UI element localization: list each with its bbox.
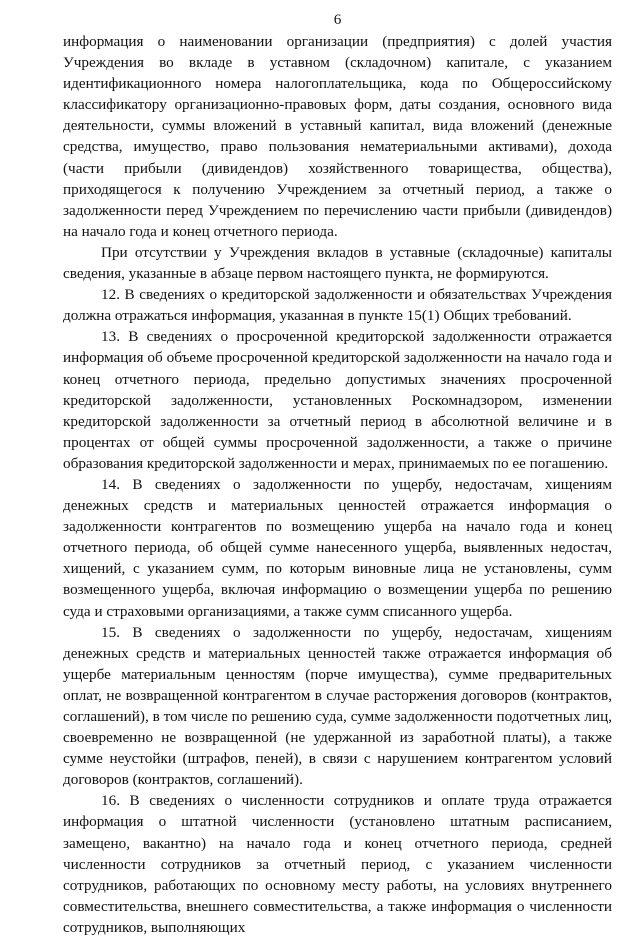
paragraph-15-damage-debt-extra: 15. В сведениях о задолженности по ущербу, недостачам, хищениям денежных средств и материальных ценностей также отражается информация об ущербе материальным ценностям (порче имущества), сумме предварительных оплат, не возвращенной контрагентом в случае расторжения договоров (контрактов, соглашений), в том числе по решению суда, сумме задолженности подотчетных лиц, своевременно не возвращенной (не удержанной из заработной платы), а также сумме неустойки (штрафов, пеней), в связи с нарушением контрагентом условий договоров (контрактов, соглашений). (63, 623, 612, 789)
paragraph-16-staff-payroll: 16. В сведениях о численности сотрудников и оплате труда отражается информация о штатной численности (установлено штатным расписанием, замещено, вакантно) на начало года и конец отчетного периода, средней численности сотрудников за отчетный период, с указанием численности сотрудников, работающих по основному месту работы, на условиях внутреннего совместительства, внешнего совместительства, а также информация о численности сотрудников, выполняющих (63, 792, 612, 936)
page-number: 6 (333, 11, 342, 28)
paragraph-no-investments: При отсутствии у Учреждения вкладов в уставные (складочные) капиталы сведения, указанные в абзаце первом настоящего пункта, не формируются. (63, 243, 612, 283)
paragraph-12-creditor-debt: 12. В сведениях о кредиторской задолженности и обязательствах Учреждения должна отражаться информация, указанная в пункте 15(1) Общих требований. (63, 286, 612, 325)
paragraph-13-overdue-debt: 13. В сведениях о просроченной кредиторской задолженности отражается информация об объеме просроченной кредиторской задолженности на начало года и конец отчетного периода, предельно допустимых значениях просроченной кредиторской задолженности, установленных Роскомнадзором, изменении кредиторской задолженности за отчетный период в абсолютной величине и в процентах от общей суммы просроченной задолженности, а также о причине образования кредиторской задолженности и мерах, принимаемых по ее погашению. (63, 328, 612, 472)
paragraph-14-damage-debt: 14. В сведениях о задолженности по ущербу, недостачам, хищениям денежных средств и материальных ценностей отражается информация о задолженности контрагентов по возмещению ущерба на начало года и конец отчетного периода, об общей сумме нанесенного ущерба, выявленных недостач, хищений, с указанием сумм, по которым виновные лица не установлены, сумм возмещенного ущерба, включая информацию о возмещении ущерба по решению суда и страховыми организациями, а также сумм списанного ущерба. (63, 475, 612, 620)
paragraph-investment-info: информация о наименовании организации (предприятия) с долей участия Учреждения во вкладе в уставном (складочном) капитале, с указанием идентификационного номера налогоплательщика, кода по Общероссийскому классификатору организационно-правовых форм, даты создания, основного вида деятельности, суммы вложений в уставный капитал, вида вложений (денежные средства, имущество, право пользования нематериальными активами), дохода (части прибыли (дивидендов) хозяйственного товарищества, общества), приходящегося к получению Учреждением за отчетный период, а также о задолженности перед Учреждением по перечислению части прибыли (дивидендов) на начало года и конец отчетного периода. (63, 33, 612, 240)
